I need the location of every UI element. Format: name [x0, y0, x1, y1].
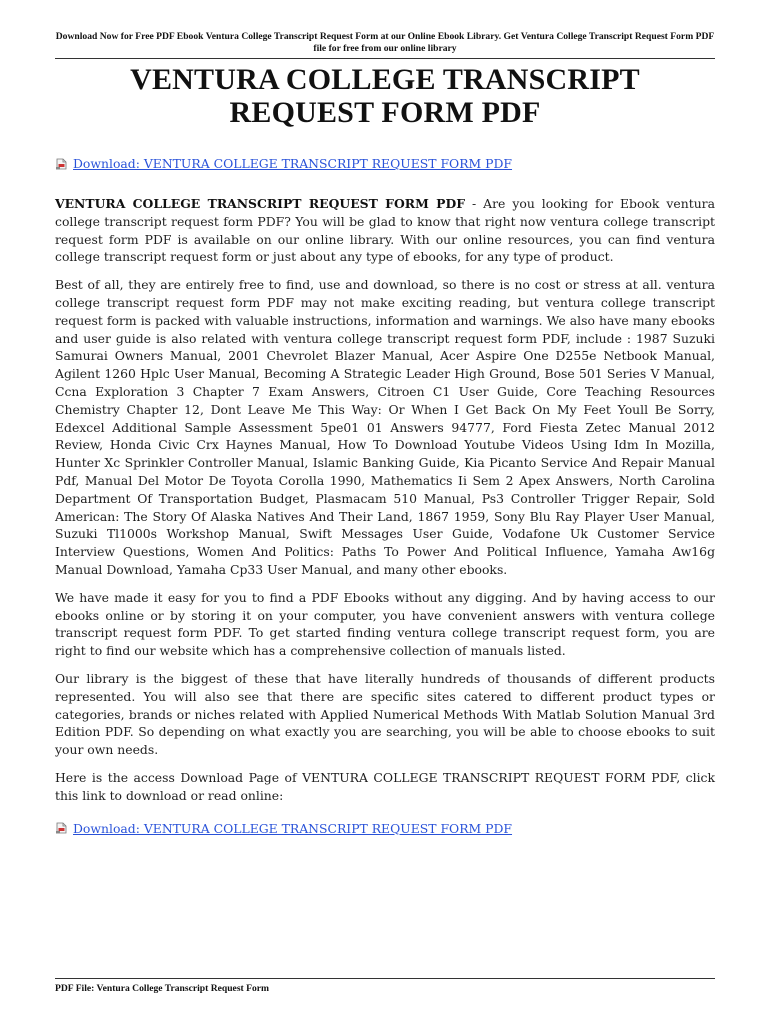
- download-link-label: Download: VENTURA COLLEGE TRANSCRIPT REQUEST FORM PDF: [73, 156, 513, 171]
- download-link-top[interactable]: [55, 156, 715, 171]
- pdf-file-icon: [55, 158, 69, 170]
- library-paragraph: Our library is the biggest of these that have literally hundreds of thousands of different products represented. You will also see that there are specific sites catered to different product types or categories, brands or niches related with Applied Numerical Methods With Matlab Solution Manual 3rd Edition PDF. So depending on what exactly you are searching, you will be able to choose ebooks to suit your own needs.: [55, 670, 715, 758]
- document-body: [55, 195, 715, 805]
- document-page: [55, 0, 715, 836]
- page-footer: PDF File: Ventura College Transcript Request Form: [55, 978, 715, 994]
- header-banner: Download Now for Free PDF Ebook Ventura College Transcript Request Form at our Online Ebook Library. Get Ventura College Transcript Request Form PDF file for free from our online library: [55, 31, 715, 59]
- easy-access-paragraph: We have made it easy for you to find a PDF Ebooks without any digging. And by having access to our ebooks online or by storing it on your computer, you have convenient answers with ventura college transcript request form PDF. To get started finding ventura college transcript request form, you are right to find our website which has a comprehensive collection of manuals listed.: [55, 589, 715, 659]
- intro-text: - Are you looking for Ebook ventura college transcript request form PDF? You will be glad to know that right now ventura college transcript request form PDF is available on our online library. With our online resources, you can find ventura college transcript request form or just about any type of ebooks, for any type of product.: [55, 196, 715, 265]
- intro-lead: VENTURA COLLEGE TRANSCRIPT REQUEST FORM PDF: [55, 196, 466, 211]
- download-link-label: Download: VENTURA COLLEGE TRANSCRIPT REQUEST FORM PDF: [73, 820, 513, 836]
- download-link-bottom[interactable]: [55, 821, 715, 836]
- intro-paragraph: [55, 195, 715, 266]
- page-title: VENTURA COLLEGE TRANSCRIPT REQUEST FORM PDF: [130, 63, 640, 129]
- related-ebooks-paragraph: Best of all, they are entirely free to find, use and download, so there is no cost or stress at all. ventura college transcript request form PDF may not make exciting reading, but ventura college transcript request form is packed with valuable instructions, information and warnings. We also have many ebooks and user guide is also related with ventura college transcript request form PDF, include : 1987 Suzuki Samurai Owners Manual, 2001 Chevrolet Blazer Manual, Acer Aspire One D255e Netbook Manual, Agilent 1260 Hplc User Manual, Becoming A Strategic Leader High Ground, Bose 501 Series V Manual, Ccna Exploration 3 Chapter 7 Exam Answers, Citroen C1 User Guide, Core Teaching Resources Chemistry Chapter 12, Dont Leave Me This Way: Or When I Get Back On My Feet Youll Be Sorry, Edexcel Additional Sample Assessment 5pe01 01 Answers 94777, Ford Fiesta Zetec Manual 2012 Review, Honda Civic Crx Haynes Manual, How To Download Youtube Videos Using Idm In Mozilla, Hunter Xc Sprinkler Controller Manual, Islamic Banking Guide, Kia Picanto Service And Repair Manual Pdf, Manual Del Motor De Toyota Corolla 1990, Mathematics Ii Sem 2 Apex Answers, North Carolina Department Of Transportation Budget, Plasmacam 510 Manual, Ps3 Controller Trigger Repair, Sold American: The Story Of Alaska Natives And Their Land, 1867 1959, Sony Blu Ray Player User Manual, Suzuki Tl1000s Workshop Manual, Swift Messages User Guide, Vodafone Uk Customer Service Interview Questions, Women And Politics: Paths To Power And Political Influence, Yamaha Aw16g Manual Download, Yamaha Cp33 User Manual, and many other ebooks.: [55, 277, 715, 577]
- pdf-file-icon: [55, 822, 69, 834]
- access-paragraph: Here is the access Download Page of VENTURA COLLEGE TRANSCRIPT REQUEST FORM PDF, click this link to download or read online:: [55, 769, 715, 803]
